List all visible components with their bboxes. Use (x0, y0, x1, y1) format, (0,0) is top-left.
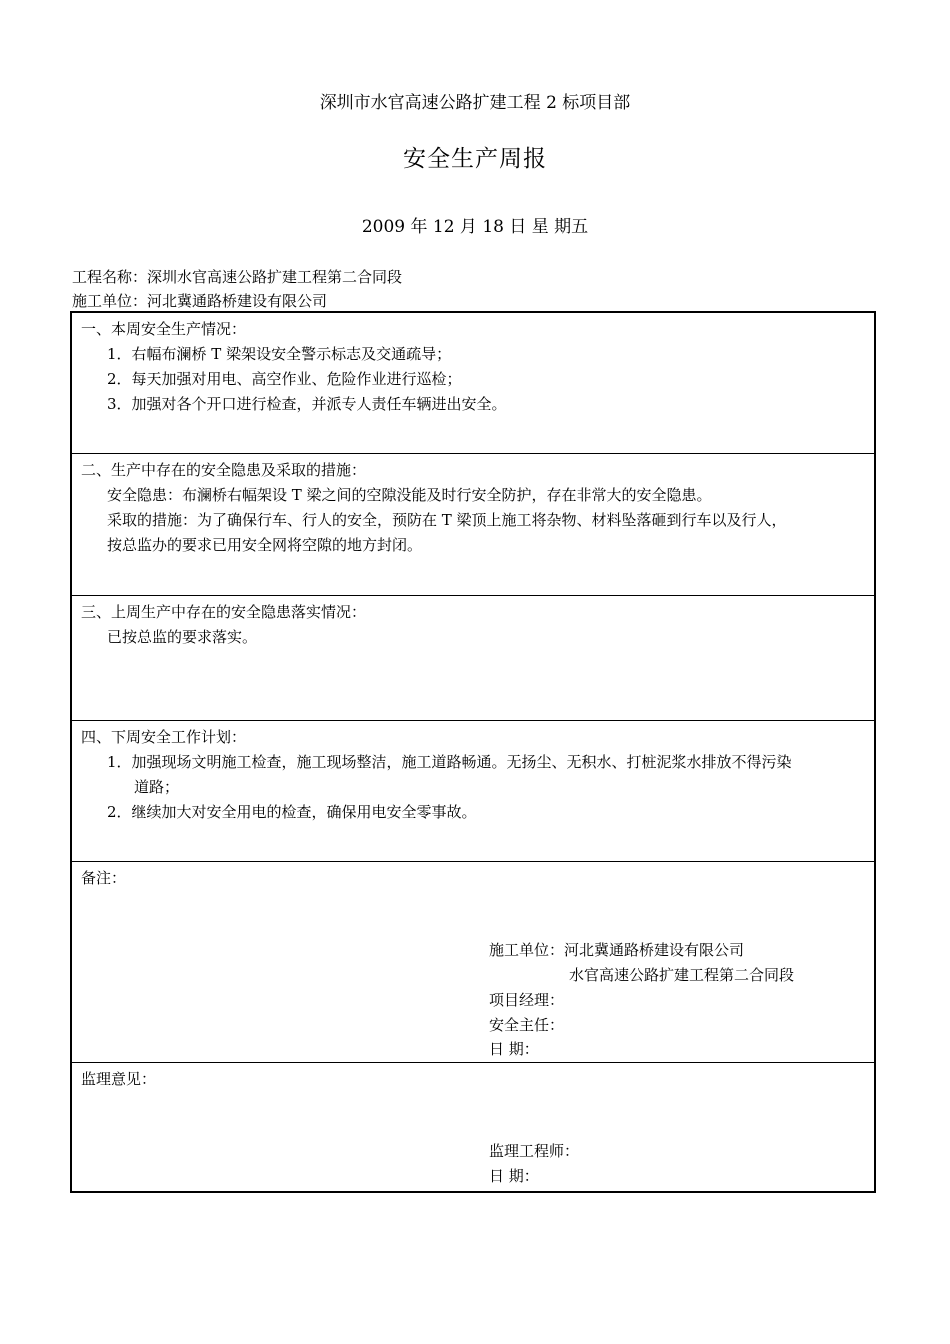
report-table (70, 311, 876, 1193)
measures-text-cont: 按总监办的要求已用安全网将空隙的地方封闭。 (107, 536, 423, 554)
measures-text: 采取的措施：为了确保行车、行人的安全，预防在 T 梁顶上施工将杂物、材料坠落砸到行车以及行人， (107, 511, 787, 529)
signature-date: 日 期： (489, 1040, 539, 1058)
project-name: 工程名称：深圳水官高速公路扩建工程第二合同段 (72, 268, 403, 286)
followup-text: 已按总监的要求落实。 (107, 628, 258, 646)
supervision-engineer: 监理工程师： (489, 1142, 580, 1160)
list-item: 1．右幅布澜桥 T 梁架设安全警示标志及交通疏导； (107, 345, 452, 363)
signature-unit: 施工单位：河北冀通路桥建设有限公司 (489, 941, 745, 959)
section-hazards-measures (72, 454, 874, 596)
construction-unit: 施工单位：河北冀通路桥建设有限公司 (72, 292, 328, 310)
list-item: 2．每天加强对用电、高空作业、危险作业进行巡检； (107, 370, 462, 388)
section-last-week-followup (72, 596, 874, 721)
section-heading: 一、本周安全生产情况： (81, 320, 247, 338)
section-remarks (72, 862, 874, 1063)
signature-unit-sub: 水官高速公路扩建工程第二合同段 (569, 966, 795, 984)
list-item: 1．加强现场文明施工检查，施工现场整洁，施工道路畅通。无扬尘、无积水、打桩泥浆水排放不得污染 (107, 753, 792, 771)
section-weekly-safety (72, 313, 874, 454)
report-date: 2009 年 12 月 18 日 星 期五 (361, 217, 589, 237)
supervision-date: 日 期： (489, 1167, 539, 1185)
hazard-text: 安全隐患：布澜桥右幅架设 T 梁之间的空隙没能及时行安全防护，存在非常大的安全隐患。 (107, 486, 712, 504)
page-title: 安全生产周报 (403, 146, 547, 172)
list-item-cont: 道路； (134, 778, 180, 796)
section-supervision (72, 1063, 874, 1191)
section-heading: 四、下周安全工作计划： (81, 728, 247, 746)
section-heading: 监理意见： (81, 1070, 157, 1088)
section-heading: 三、上周生产中存在的安全隐患落实情况： (81, 603, 367, 621)
list-item: 3．加强对各个开口进行检查，并派专人责任车辆进出安全。 (107, 395, 507, 413)
section-heading: 二、生产中存在的安全隐患及采取的措施： (81, 461, 367, 479)
section-next-week-plan (72, 721, 874, 862)
organization-header: 深圳市水官高速公路扩建工程 2 标项目部 (319, 93, 631, 113)
signature-manager: 项目经理： (489, 991, 565, 1009)
signature-safety-chief: 安全主任： (489, 1016, 565, 1034)
section-heading: 备注： (81, 869, 127, 887)
list-item: 2．继续加大对安全用电的检查，确保用电安全零事故。 (107, 803, 477, 821)
